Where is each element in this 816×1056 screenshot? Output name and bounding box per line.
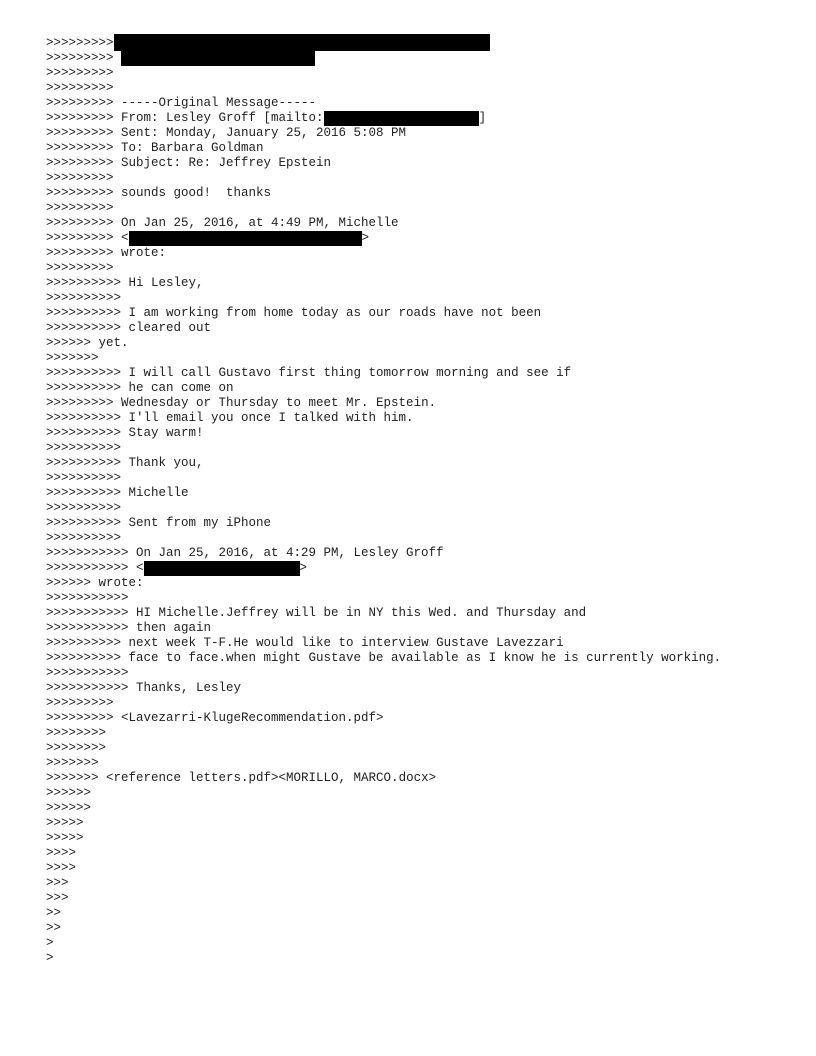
quote-marker: >>>>>>>> [46, 741, 107, 755]
quote-marker: >>>>>>>>>> [46, 501, 122, 515]
quoted-line [46, 771, 721, 786]
line-text: Subject: Re: Jeffrey Epstein [121, 156, 332, 170]
quote-marker: >>>>> [46, 831, 84, 845]
line-text: I am working from home today as our roads have not been [128, 306, 542, 320]
quoted-line [46, 51, 721, 66]
line-text: > [299, 561, 308, 575]
quote-marker: >>>>>>>>>>> [46, 681, 137, 695]
quoted-line [46, 906, 721, 921]
quote-marker: >>>> [46, 846, 77, 860]
quote-marker: >>>>>>>>> [46, 261, 114, 275]
quoted-line [46, 741, 721, 756]
quote-marker: >>>>>>>>>> [46, 441, 122, 455]
quote-marker: >>>>>>> [46, 351, 99, 365]
quoted-line [46, 486, 721, 501]
quoted-line [46, 396, 721, 411]
quoted-line [46, 81, 721, 96]
quote-marker: >>>>>>>>> [46, 186, 122, 200]
quoted-line [46, 846, 721, 861]
quoted-line [46, 426, 721, 441]
quote-marker: >>>>>>>>>> [46, 651, 129, 665]
quote-marker: >>>>>>>>>> [46, 471, 122, 485]
quote-marker: >>>>>>>>> [46, 711, 122, 725]
quote-marker: >>>>>>>>>> [46, 456, 129, 470]
line-text: ] [478, 111, 487, 125]
quoted-line [46, 306, 721, 321]
line-text: Hi Lesley, [128, 276, 204, 290]
quoted-line [46, 711, 721, 726]
quote-marker: >>>>>>>>>>> [46, 561, 137, 575]
quoted-line [46, 831, 721, 846]
quote-marker: >>>>>> [46, 801, 92, 815]
quote-marker: >>>>>>> [46, 756, 99, 770]
line-text: On Jan 25, 2016, at 4:29 PM, Lesley Groff [136, 546, 444, 560]
quoted-line [46, 411, 721, 426]
line-text: I'll email you once I talked with him. [128, 411, 414, 425]
quote-marker: >>>>>>>>> [46, 216, 122, 230]
line-text: cleared out [128, 321, 212, 335]
quoted-line [46, 726, 721, 741]
quoted-line [46, 876, 721, 891]
quoted-line [46, 576, 721, 591]
quote-marker: >>>>>>>>> [46, 36, 114, 50]
quoted-line [46, 561, 721, 576]
line-text: < [121, 231, 129, 245]
quote-marker: >>> [46, 891, 69, 905]
quoted-line [46, 516, 721, 531]
line-text: <Lavezarri-KlugeRecommendation.pdf> [121, 711, 384, 725]
quoted-line [46, 891, 721, 906]
quote-marker: >>>>>>>>> [46, 231, 122, 245]
quote-marker: >>>>>>>>>> [46, 381, 129, 395]
quote-marker: >>>>>> [46, 576, 99, 590]
quoted-line [46, 291, 721, 306]
line-text: yet. [98, 336, 129, 350]
redaction-block [114, 34, 490, 51]
quoted-line [46, 921, 721, 936]
line-text: Thanks, Lesley [136, 681, 242, 695]
quote-marker: >>>>>>>>> [46, 126, 122, 140]
quote-marker: >>>>>>>>>>> [46, 621, 137, 635]
quote-marker: >>>>>>>>> [46, 111, 122, 125]
quoted-line [46, 951, 721, 966]
quoted-line [46, 366, 721, 381]
line-text: face to face.when might Gustave be available as I know he is currently working. [128, 651, 722, 665]
quote-marker: >>>> [46, 861, 77, 875]
quote-marker: >>>>>>>>>> [46, 516, 129, 530]
quote-marker: >>>>>>>>>>> [46, 666, 129, 680]
quoted-line [46, 381, 721, 396]
quote-marker: >>>>>> [46, 786, 92, 800]
quoted-line [46, 261, 721, 276]
quoted-line [46, 861, 721, 876]
quoted-line [46, 186, 721, 201]
quoted-line [46, 501, 721, 516]
line-text: From: Lesley Groff [mailto: [121, 111, 324, 125]
quote-marker: >>>>>>>>> [46, 201, 114, 215]
line-text: Stay warm! [128, 426, 204, 440]
quote-marker: >>> [46, 876, 69, 890]
line-text: < [136, 561, 144, 575]
quote-marker: > [46, 936, 54, 950]
quoted-line [46, 171, 721, 186]
redaction-block [121, 51, 315, 66]
quoted-line [46, 696, 721, 711]
line-text: Wednesday or Thursday to meet Mr. Epstein. [121, 396, 437, 410]
quoted-line [46, 801, 721, 816]
quote-marker: > [46, 951, 54, 965]
line-text: <reference letters.pdf><MORILLO, MARCO.docx> [106, 771, 437, 785]
quote-marker: >>>>>>>>> [46, 51, 122, 65]
quoted-line [46, 216, 721, 231]
quoted-line [46, 621, 721, 636]
quoted-line [46, 36, 721, 51]
quoted-line [46, 471, 721, 486]
quote-marker: >>>>>>>>>> [46, 426, 129, 440]
line-text: To: Barbara Goldman [121, 141, 264, 155]
quote-marker: >>>>>>>>> [46, 696, 114, 710]
quote-marker: >>>>>>>>> [46, 156, 122, 170]
quoted-line [46, 231, 721, 246]
line-text: then again [136, 621, 212, 635]
redaction-block [144, 561, 300, 576]
quoted-line [46, 276, 721, 291]
line-text: next week T-F.He would like to interview Gustave Lavezzari [128, 636, 564, 650]
quote-marker: >>>>>>>>>>> [46, 606, 137, 620]
quoted-line [46, 201, 721, 216]
line-text: > [361, 231, 370, 245]
quoted-line [46, 441, 721, 456]
quoted-line [46, 351, 721, 366]
line-text: wrote: [98, 576, 144, 590]
quote-marker: >>>>>>>>> [46, 96, 122, 110]
quote-marker: >>>>>>>>>> [46, 486, 129, 500]
quote-marker: >>>>>>>>> [46, 66, 114, 80]
quoted-line [46, 66, 721, 81]
line-text: sounds good! thanks [121, 186, 272, 200]
quote-marker: >>>>>>> [46, 771, 107, 785]
line-text: Sent: Monday, January 25, 2016 5:08 PM [121, 126, 407, 140]
quote-marker: >>>>>>>>>> [46, 636, 129, 650]
quoted-line [46, 786, 721, 801]
quoted-line [46, 126, 721, 141]
quoted-line [46, 606, 721, 621]
line-text: Sent from my iPhone [128, 516, 272, 530]
quote-marker: >>>>>>>>>>> [46, 591, 129, 605]
quote-marker: >>>>>>>> [46, 726, 107, 740]
quoted-line [46, 141, 721, 156]
quote-marker: >>>>>>>>>> [46, 321, 129, 335]
line-text: -----Original Message----- [121, 96, 317, 110]
quote-marker: >>>>>>>>>> [46, 531, 122, 545]
quoted-line [46, 246, 721, 261]
quote-marker: >>>>>>>>>> [46, 291, 122, 305]
quoted-line [46, 936, 721, 951]
line-text: HI Michelle.Jeffrey will be in NY this Wed. and Thursday and [136, 606, 587, 620]
quote-marker: >>>>> [46, 816, 84, 830]
redaction-block [324, 111, 479, 126]
quote-marker: >>>>>>>>>>> [46, 546, 137, 560]
quoted-line [46, 651, 721, 666]
quote-marker: >>>>>> [46, 336, 99, 350]
quoted-line [46, 756, 721, 771]
line-text: Michelle [128, 486, 189, 500]
quote-marker: >>>>>>>>> [46, 171, 114, 185]
quoted-line [46, 816, 721, 831]
quoted-line [46, 336, 721, 351]
quoted-line [46, 636, 721, 651]
line-text: wrote: [121, 246, 167, 260]
quoted-line [46, 96, 721, 111]
quoted-line [46, 111, 721, 126]
quote-marker: >>>>>>>>>> [46, 306, 129, 320]
quote-marker: >>>>>>>>> [46, 81, 114, 95]
quote-marker: >>>>>>>>> [46, 246, 122, 260]
quote-marker: >>>>>>>>> [46, 396, 122, 410]
redaction-block [129, 231, 362, 246]
quoted-line [46, 456, 721, 471]
quoted-line [46, 666, 721, 681]
quoted-line [46, 591, 721, 606]
quoted-line [46, 531, 721, 546]
quoted-line [46, 546, 721, 561]
line-text: On Jan 25, 2016, at 4:49 PM, Michelle [121, 216, 399, 230]
email-thread-body [46, 36, 721, 966]
quote-marker: >> [46, 906, 62, 920]
line-text: I will call Gustavo first thing tomorrow morning and see if [128, 366, 572, 380]
quoted-line [46, 156, 721, 171]
quote-marker: >>>>>>>>>> [46, 411, 129, 425]
quote-marker: >> [46, 921, 62, 935]
quote-marker: >>>>>>>>> [46, 141, 122, 155]
line-text: Thank you, [128, 456, 204, 470]
quoted-line [46, 321, 721, 336]
quoted-line [46, 681, 721, 696]
quote-marker: >>>>>>>>>> [46, 366, 129, 380]
quote-marker: >>>>>>>>>> [46, 276, 129, 290]
line-text: he can come on [128, 381, 234, 395]
